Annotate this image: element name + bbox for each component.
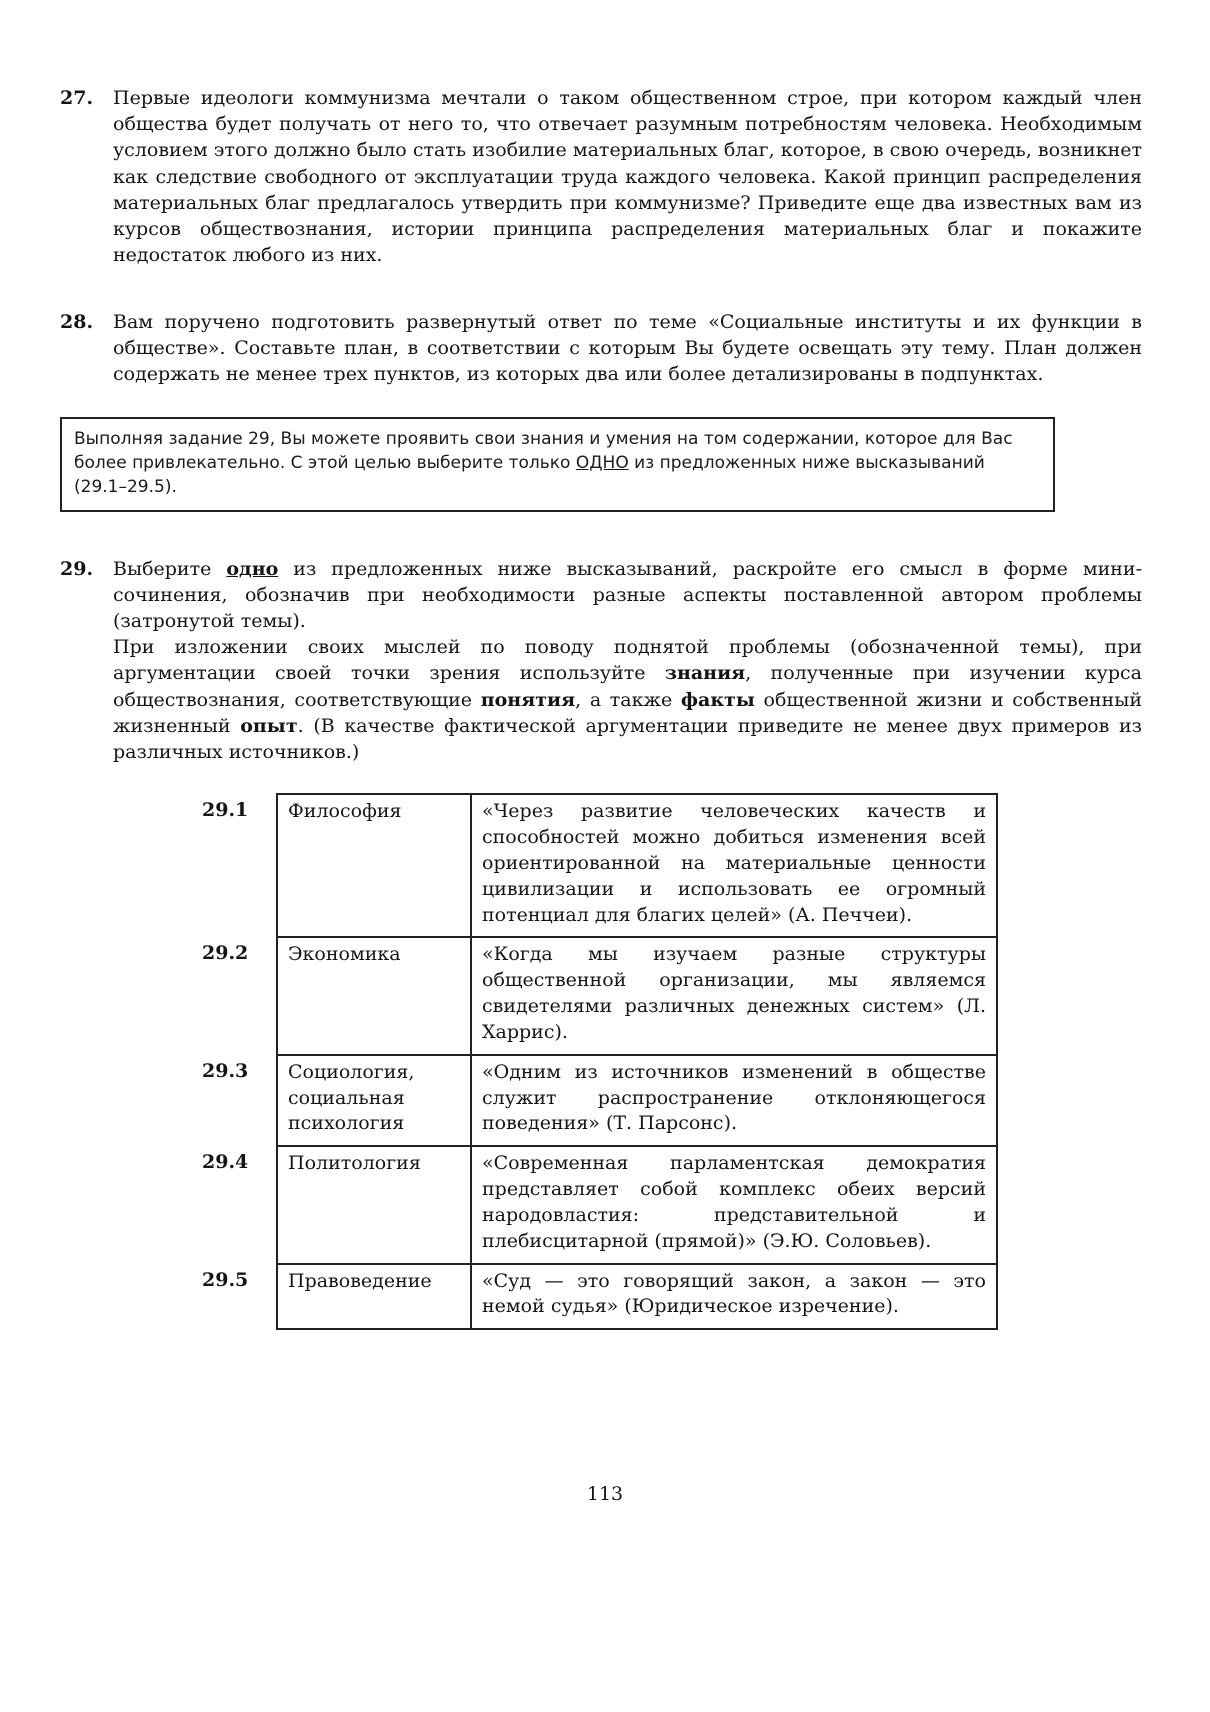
q29-p2-text-4: общественной жизни и собственный жизненный <box>113 688 1142 737</box>
q29-p2-text-2: , полученные при изучении курса обществознания, соответствующие <box>113 662 1142 711</box>
notice-emphasis-odno: ОДНО <box>575 452 629 473</box>
q29-p2-text-5: . (В качестве фактической аргументации приведите не менее двух примеров из различных источников.) <box>113 714 1142 764</box>
question-29 <box>60 556 1142 766</box>
question-28-number: 28. <box>60 310 94 333</box>
topic-quote: «Современная парламентская демократия представляет собой комплекс обеих версий народовластия: представительной и плебисцитарной (прямой)» (Э.Ю. Соловьев). <box>471 1146 997 1263</box>
topic-quote: «Суд — это говорящий закон, а закон — это немой судья» (Юридическое изречение). <box>471 1264 997 1330</box>
topic-subject: Социология, социальная психология <box>277 1055 471 1146</box>
q29-p1-text-post: из предложенных ниже высказываний, раскройте его смысл в форме мини-сочинения, обозначив при необходимости разные аспекты поставленной автором проблемы (затронутой темы). <box>113 557 1143 633</box>
question-27-text: Первые идеологи коммунизма мечтали о таком общественном строе, при котором каждый член общества будет получать от него то, что отвечает разумным потребностям человека. Необходимым условием этого должно было стать изобилие материальных благ, которое, в свою очередь, возникнет как следствие свободного от эксплуатации труда каждого человека. Какой принцип распределения материальных благ предлагалось утвердить при коммунизме? Приведите еще два известных вам из курсов обществознания, истории принципа распределения материальных благ и покажите недостаток любого из них. <box>113 87 1142 267</box>
question-27 <box>60 85 1142 269</box>
question-29-paragraph-1 <box>113 556 1142 635</box>
q29-emphasis-opyt: опыт <box>240 714 298 737</box>
notice-text-post: из предложенных ниже высказываний (29.1–29.5). <box>74 452 985 497</box>
q29-p2-text-1: При изложении своих мыслей по поводу поднятой проблемы (обозначенной темы), при аргументации своей точки зрения используйте <box>113 636 1142 685</box>
topic-subject: Экономика <box>277 937 471 1054</box>
q29-p2-text-3: , а также <box>575 688 681 711</box>
q29-emphasis-ponyatiya: понятия <box>480 688 576 711</box>
topic-subject: Политология <box>277 1146 471 1263</box>
topic-number: 29.5 <box>202 1268 249 1291</box>
task-29-notice-box <box>60 417 1055 511</box>
table-row <box>192 794 997 937</box>
question-28-text: Вам поручено подготовить развернутый ответ по теме «Социальные институты и их функции в обществе». Составьте план, в соответствии с которым Вы будете освещать эту тему. План должен содержать не менее трех пунктов, из которых два или более детализированы в подпунктах. <box>113 310 1142 385</box>
question-29-paragraph-2 <box>113 634 1142 765</box>
table-row <box>192 1055 997 1146</box>
topic-number: 29.4 <box>202 1151 249 1174</box>
question-27-number: 27. <box>60 87 94 109</box>
q29-p1-text: Выберите <box>113 557 227 580</box>
page-number: 113 <box>586 1482 624 1505</box>
notice-text-pre: Выполняя задание 29, Вы можете проявить свои знания и умения на том содержании, которое для Вас более привлекательно. С этой целью выберите только <box>74 429 1013 473</box>
essay-topics-table <box>192 793 998 1330</box>
topics-table <box>192 793 1142 1330</box>
topic-number: 29.3 <box>202 1059 249 1082</box>
q29-emphasis-fakty: факты <box>680 688 755 711</box>
question-29-number: 29. <box>60 557 94 580</box>
q29-emphasis-znaniya: знания <box>664 662 746 685</box>
q29-emphasis-odno: одно <box>226 557 279 580</box>
question-29-text <box>113 556 1142 766</box>
question-28 <box>60 309 1142 388</box>
topic-quote: «Когда мы изучаем разные структуры общественной организации, мы являемся свидетелями различных денежных систем» (Л. Харрис). <box>471 937 997 1054</box>
topic-quote: «Через развитие человеческих качеств и способностей можно добиться изменения всей ориентированной на материальные ценности цивилизации и использовать ее огромный потенциал для благих целей» (А. Печчеи). <box>471 794 997 937</box>
topic-number: 29.2 <box>202 942 249 965</box>
topic-quote: «Одним из источников изменений в обществе служит распространение отклоняющегося поведения» (Т. Парсонс). <box>471 1055 997 1146</box>
topic-number: 29.1 <box>202 799 249 822</box>
table-row <box>192 1264 997 1330</box>
table-row <box>192 1146 997 1263</box>
topic-subject: Правоведение <box>277 1264 471 1330</box>
table-row <box>192 937 997 1054</box>
topic-subject: Философия <box>277 794 471 937</box>
